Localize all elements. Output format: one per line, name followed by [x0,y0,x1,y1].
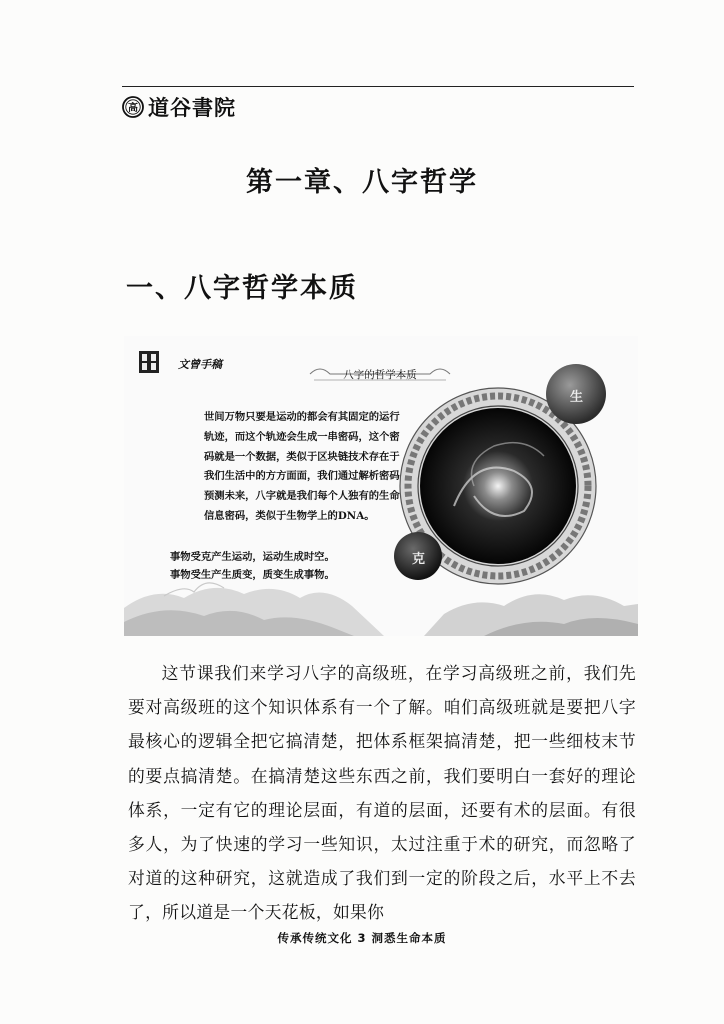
figure-line-1: 事物受克产生运动，运动生成时空。 [170,551,335,563]
sphere-top-label: 生 [570,390,584,405]
book-logo-icon [138,350,160,374]
body-paragraph-text: 这节课我们来学习八字的高级班，在学习高级班之前，我们先要对高级班的这个知识体系有一个了解。咱们高级班就是要把八字最核心的逻辑全把它搞清楚，把体系框架搞清楚，把一些细枝末节的要点搞清楚。在搞清楚这些东西之前，我们要明白一套好的理论体系，一定有它的理论层面，有道的层面，还要有术的层面。有很多人，为了快速的学习一些知识，太过注重于术的研究，而忽略了对道的这种研究，这就造成了我们到一定的阶段之后，水平上不去了，所以道是一个天花板，如果你 [128,663,636,923]
header-rule [122,86,634,87]
brand-header [122,92,236,122]
seal-logo-icon [122,96,144,118]
figure-tag: 文曾手稿 [178,358,222,371]
figure-line-2: 事物受生产生质变，质变生成事物。 [170,569,335,581]
page-footer: 传承传统文化 3 洞悉生命本质 [277,931,447,945]
figure-paragraph-text: 世间万物只要是运动的都会有其固定的运行轨迹，而这个轨迹会生成一串密码，这个密码就是一个数据，类似于区块链技术存在于我们生活中的方方面面，我们通过解析密码预测未来，八字就是我们每个人独有的生命信息密码，类似于生物学上的DNA。 [204,411,400,522]
section-title: 一、八字哲学本质 [126,273,358,304]
seal-char: 高 [128,103,138,114]
chapter-title: 第一章、八字哲学 [246,167,478,198]
sphere-bottom-label: 克 [412,552,426,567]
figure-banner-title: 八字的哲学本质 [343,368,417,381]
brand-name: 道谷書院 [148,96,236,120]
figure-paragraph [204,408,404,527]
figure-banner [310,360,450,388]
body-paragraph [128,656,636,930]
illustration-figure [124,336,638,636]
